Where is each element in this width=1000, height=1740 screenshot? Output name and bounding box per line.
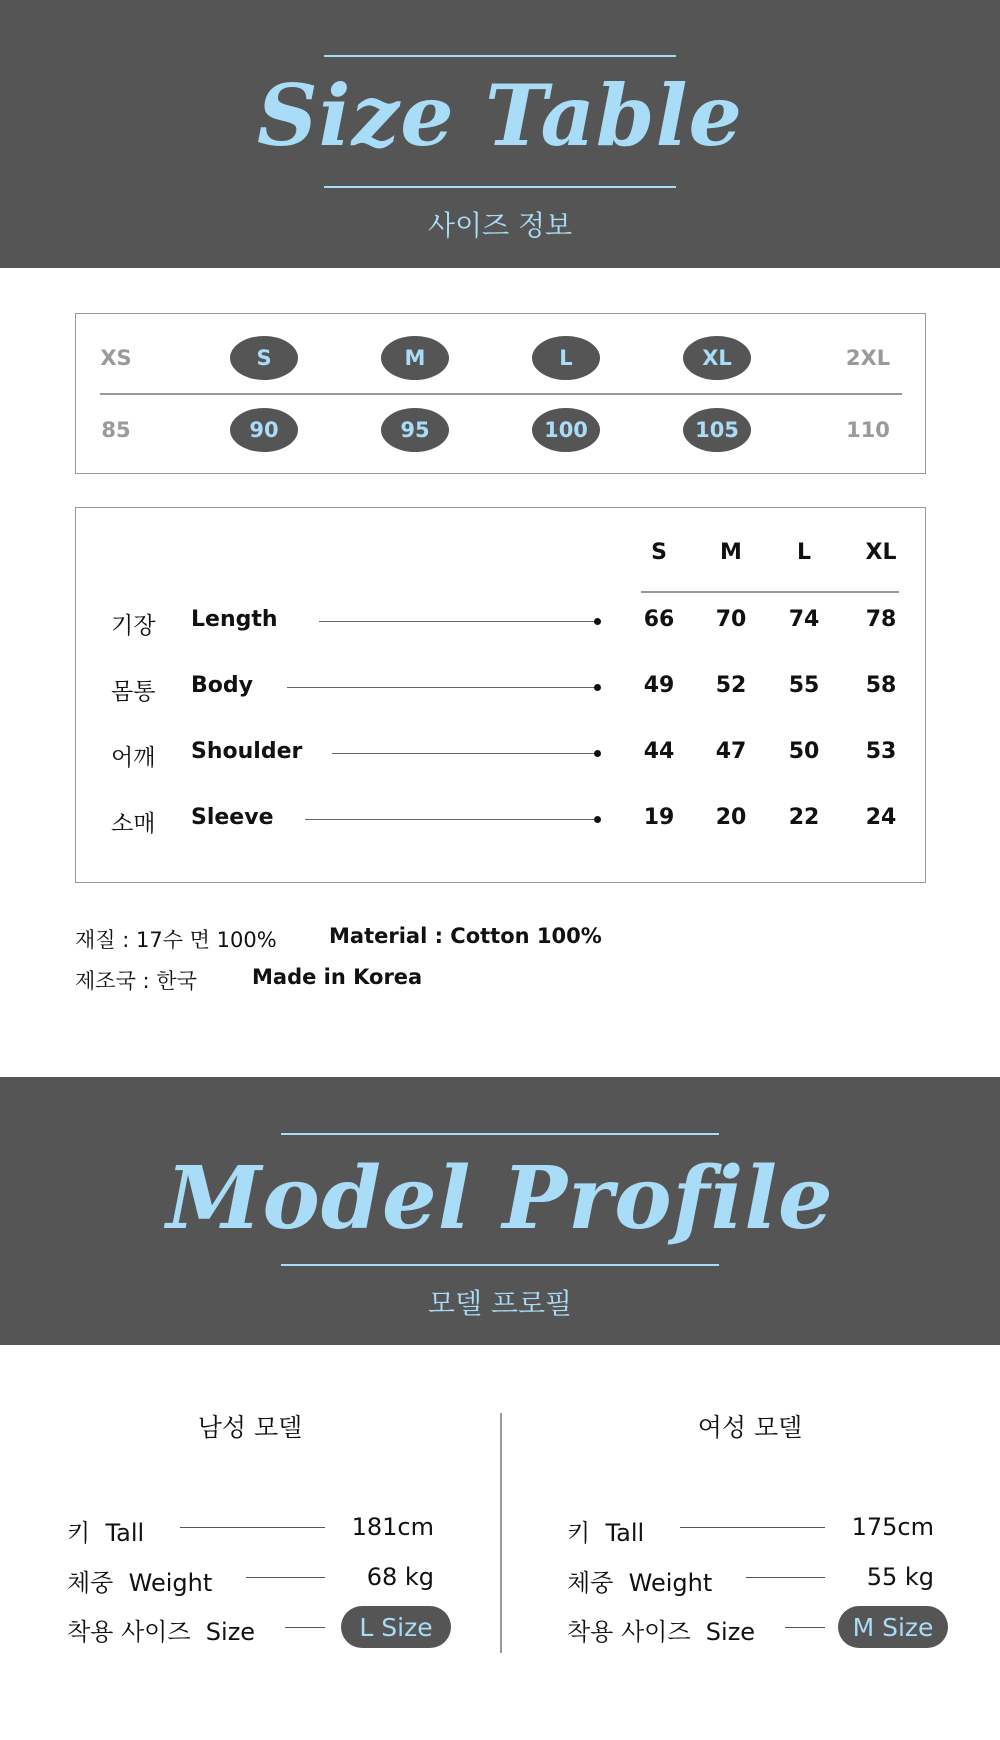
cell-length-l: 74: [788, 607, 820, 632]
size-grid-box: [75, 313, 926, 474]
size-label-xl: XL: [683, 336, 751, 380]
cell-shoulder-xl: 53: [865, 739, 897, 764]
cell-sleeve-s: 19: [643, 805, 675, 830]
cell-body-l: 55: [788, 673, 820, 698]
size-number-105: 105: [683, 408, 751, 452]
model-profile-title: Model Profile: [166, 1148, 834, 1249]
column-header-l: L: [796, 540, 812, 565]
row-dot-length: [594, 618, 601, 625]
size-table-title: Size Table: [257, 66, 743, 165]
cell-sleeve-l: 22: [788, 805, 820, 830]
cell-length-s: 66: [643, 607, 675, 632]
material-english: Material : Cotton 100%: [329, 924, 602, 948]
cell-shoulder-s: 44: [643, 739, 675, 764]
female-weight-label: 체중 Weight: [567, 1569, 713, 1597]
origin-korean: 제조국 : 한국: [75, 969, 197, 993]
header-rule-top: [324, 55, 676, 57]
male-size-label: 착용 사이즈 Size: [67, 1618, 256, 1646]
female-weight-value: 55 kg: [866, 1563, 934, 1591]
column-header-m: M: [720, 540, 742, 565]
size-table-header: [0, 0, 1000, 268]
male-model-title: 남성 모델: [197, 1413, 303, 1442]
size-number-85: 85: [101, 418, 131, 442]
female-model-title: 여성 모델: [697, 1413, 803, 1442]
row-dot-sleeve: [594, 816, 601, 823]
model-column-divider: [500, 1413, 502, 1653]
header-rule-bottom: [324, 186, 676, 188]
female-tall-line: [680, 1527, 825, 1528]
material-korean: 재질 : 17수 면 100%: [75, 928, 277, 952]
female-tall-value: 175cm: [851, 1513, 934, 1541]
row-label-ko-sleeve: 소매: [111, 811, 156, 837]
male-tall-label: 키 Tall: [67, 1519, 145, 1547]
row-dot-shoulder: [594, 750, 601, 757]
size-number-95: 95: [381, 408, 449, 452]
female-size-badge: M Size: [838, 1606, 948, 1648]
male-tall-line: [180, 1527, 325, 1528]
row-leader-line-body: [287, 687, 596, 688]
row-label-ko-shoulder: 어깨: [111, 745, 156, 771]
male-tall-value: 181cm: [351, 1513, 434, 1541]
measurement-header-rule: [641, 591, 899, 593]
column-header-s: S: [651, 540, 667, 565]
measurement-table: [75, 507, 926, 883]
model-profile-header: [0, 1077, 1000, 1345]
size-label-s: S: [230, 336, 298, 380]
cell-shoulder-m: 47: [715, 739, 747, 764]
cell-shoulder-l: 50: [788, 739, 820, 764]
row-label-en-body: Body: [191, 673, 253, 698]
cell-length-xl: 78: [865, 607, 897, 632]
cell-body-xl: 58: [865, 673, 897, 698]
male-size-badge: L Size: [341, 1606, 451, 1648]
model-rule-top: [281, 1133, 719, 1135]
origin-english: Made in Korea: [252, 965, 423, 989]
size-label-l: L: [532, 336, 600, 380]
cell-length-m: 70: [715, 607, 747, 632]
male-weight-line: [246, 1577, 325, 1578]
female-size-line: [785, 1627, 825, 1628]
column-header-xl: XL: [865, 540, 897, 565]
model-profile-subtitle: 모델 프로필: [427, 1287, 573, 1320]
female-size-label: 착용 사이즈 Size: [567, 1618, 756, 1646]
male-weight-label: 체중 Weight: [67, 1569, 213, 1597]
size-number-100: 100: [532, 408, 600, 452]
row-label-en-shoulder: Shoulder: [191, 739, 303, 764]
female-weight-line: [746, 1577, 825, 1578]
row-dot-body: [594, 684, 601, 691]
size-number-90: 90: [230, 408, 298, 452]
size-label-xs: XS: [100, 346, 132, 370]
row-leader-line-length: [319, 621, 596, 622]
male-weight-value: 68 kg: [366, 1563, 434, 1591]
cell-sleeve-m: 20: [715, 805, 747, 830]
row-label-ko-length: 기장: [111, 613, 156, 639]
row-label-ko-body: 몸통: [111, 679, 156, 705]
model-rule-bottom: [281, 1264, 719, 1266]
size-table-subtitle: 사이즈 정보: [427, 209, 573, 242]
cell-body-m: 52: [715, 673, 747, 698]
cell-sleeve-xl: 24: [865, 805, 897, 830]
row-label-en-sleeve: Sleeve: [191, 805, 274, 830]
female-tall-label: 키 Tall: [567, 1519, 645, 1547]
size-grid-divider: [100, 393, 902, 395]
size-number-110: 110: [846, 418, 890, 442]
size-label-m: M: [381, 336, 449, 380]
male-size-line: [285, 1627, 325, 1628]
row-leader-line-shoulder: [332, 753, 596, 754]
row-label-en-length: Length: [191, 607, 278, 632]
row-leader-line-sleeve: [305, 819, 596, 820]
size-label-2xl: 2XL: [845, 346, 891, 370]
cell-body-s: 49: [643, 673, 675, 698]
